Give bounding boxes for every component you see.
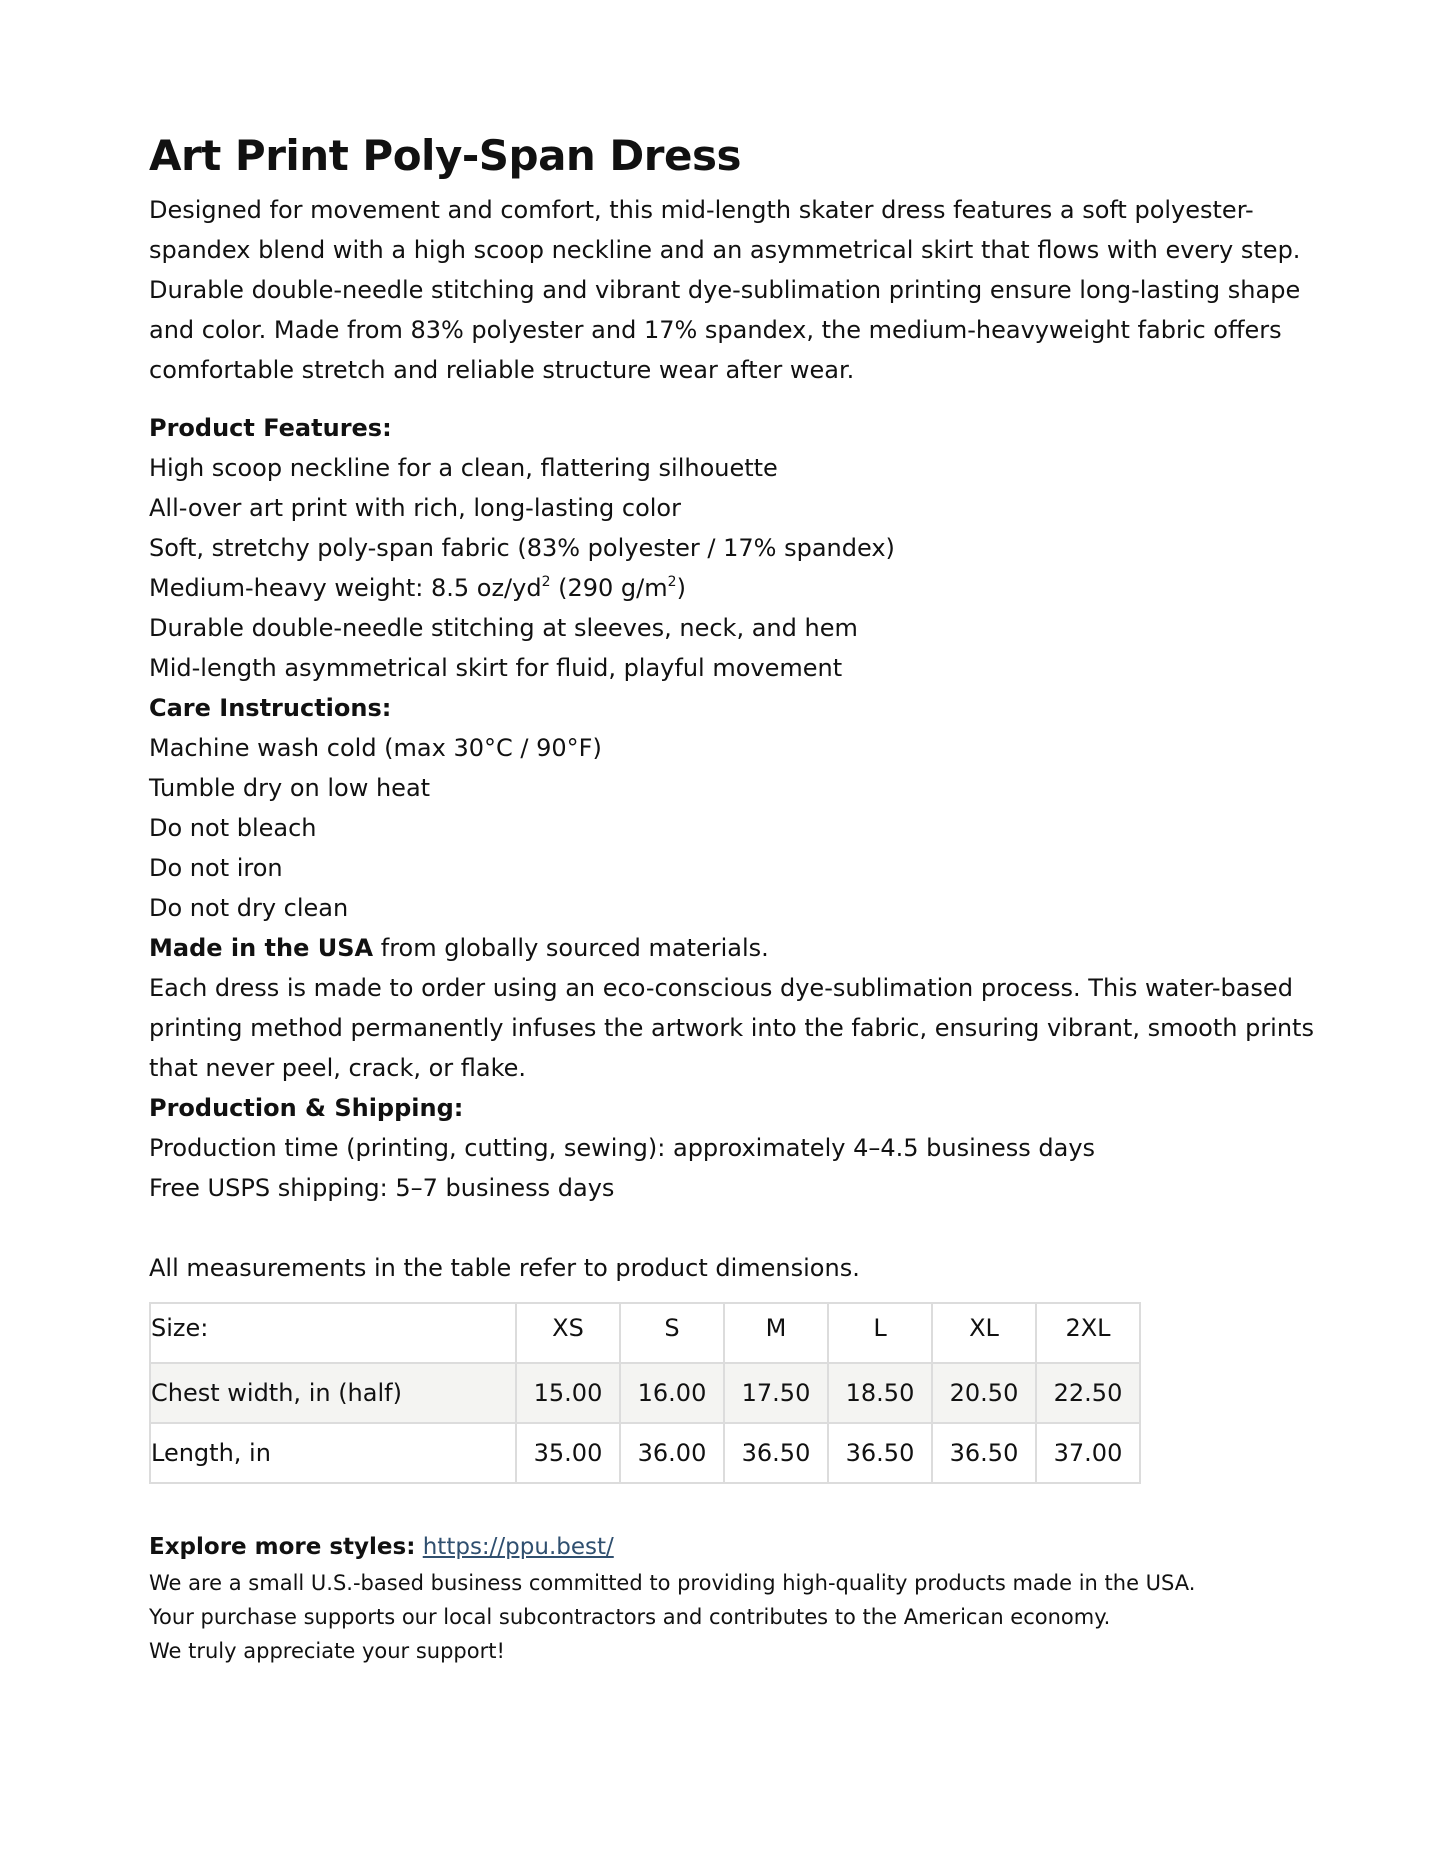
table-row: [150, 1423, 1140, 1483]
made-in-rest: from globally sourced materials.: [373, 934, 769, 962]
feature-item: Mid-length asymmetrical skirt for fluid, playful movement: [149, 654, 843, 682]
weight-suffix: ): [676, 574, 686, 602]
product-features-section: [149, 408, 1349, 688]
table-cell: Length, in: [150, 1423, 516, 1483]
spacer: [149, 1208, 1349, 1248]
made-in-line: [149, 928, 1349, 968]
table-row: [150, 1363, 1140, 1423]
weight-superscript: 2: [667, 574, 677, 590]
explore-label: Explore more styles:: [149, 1534, 416, 1560]
table-cell: 36.50: [828, 1423, 932, 1483]
measurements-note: All measurements in the table refer to product dimensions.: [149, 1254, 860, 1282]
table-cell: 36.50: [932, 1423, 1036, 1483]
table-cell: 2XL: [1036, 1303, 1140, 1363]
care-item: Do not bleach: [149, 814, 317, 842]
care-item: Do not iron: [149, 854, 283, 882]
table-cell: 18.50: [828, 1363, 932, 1423]
care-item: Machine wash cold (max 30°C / 90°F): [149, 734, 602, 762]
table-cell: 36.50: [724, 1423, 828, 1483]
feature-item: Durable double-needle stitching at sleeves, neck, and hem: [149, 614, 858, 642]
document-page: [149, 128, 1349, 1668]
care-section: [149, 688, 1349, 928]
table-cell: M: [724, 1303, 828, 1363]
made-in-bold: Made in the USA: [149, 934, 374, 962]
weight-superscript: 2: [541, 574, 551, 590]
table-cell: L: [828, 1303, 932, 1363]
care-item: Do not dry clean: [149, 894, 349, 922]
feature-item: Soft, stretchy poly-span fabric (83% polyester / 17% spandex): [149, 534, 895, 562]
feature-item: High scoop neckline for a clean, flattering silhouette: [149, 454, 778, 482]
weight-prefix: Medium-heavy weight: 8.5 oz/yd: [149, 574, 542, 602]
explore-line: [149, 1528, 1349, 1566]
table-header-row: [150, 1303, 1140, 1363]
table-cell: 20.50: [932, 1363, 1036, 1423]
feature-item: All-over art print with rich, long-lasting color: [149, 494, 681, 522]
page-title: Art Print Poly-Span Dress: [149, 131, 741, 180]
process-paragraph: Each dress is made to order using an eco-conscious dye-sublimation process. This water-based printing method permanently infuses the artwork into the fabric, ensuring vibrant, smooth prints that never peel, crack, or flake.: [149, 974, 1314, 1082]
footer-line: Your purchase supports our local subcontractors and contributes to the American economy.: [149, 1605, 1111, 1629]
table-cell: XS: [516, 1303, 620, 1363]
footer-line: We truly appreciate your support!: [149, 1639, 505, 1663]
footer-section: [149, 1528, 1349, 1668]
features-heading: Product Features:: [149, 414, 392, 442]
table-cell: 35.00: [516, 1423, 620, 1483]
table-cell: 15.00: [516, 1363, 620, 1423]
care-item: Tumble dry on low heat: [149, 774, 431, 802]
table-cell: 36.00: [620, 1423, 724, 1483]
production-section: [149, 1088, 1349, 1208]
table-cell: 16.00: [620, 1363, 724, 1423]
table-cell: S: [620, 1303, 724, 1363]
table-cell: XL: [932, 1303, 1036, 1363]
table-cell: 17.50: [724, 1363, 828, 1423]
feature-item-weight: [149, 568, 1349, 608]
size-table: [149, 1302, 1141, 1484]
production-item: Production time (printing, cutting, sewing): approximately 4–4.5 business days: [149, 1134, 1096, 1162]
table-cell: Size:: [150, 1303, 516, 1363]
care-heading: Care Instructions:: [149, 694, 392, 722]
intro-paragraph: Designed for movement and comfort, this mid-length skater dress features a soft polyester-spandex blend with a high scoop neckline and an asymmetrical skirt that flows with every step. Durable double-needle stitching and vibrant dye-sublimation printing ensure long-lasting shape and color. Made from 83% polyester and 17% spandex, the medium-heavyweight fabric offers comfortable stretch and reliable structure wear after wear.: [149, 196, 1301, 384]
table-cell: Chest width, in (half): [150, 1363, 516, 1423]
footer-line: We are a small U.S.-based business committed to providing high-quality products made in the USA.: [149, 1571, 1196, 1595]
production-item: Free USPS shipping: 5–7 business days: [149, 1174, 615, 1202]
explore-link[interactable]: https://ppu.best/: [422, 1534, 614, 1560]
table-cell: 37.00: [1036, 1423, 1140, 1483]
production-heading: Production & Shipping:: [149, 1094, 464, 1122]
weight-middle: (290 g/m: [550, 574, 668, 602]
table-cell: 22.50: [1036, 1363, 1140, 1423]
